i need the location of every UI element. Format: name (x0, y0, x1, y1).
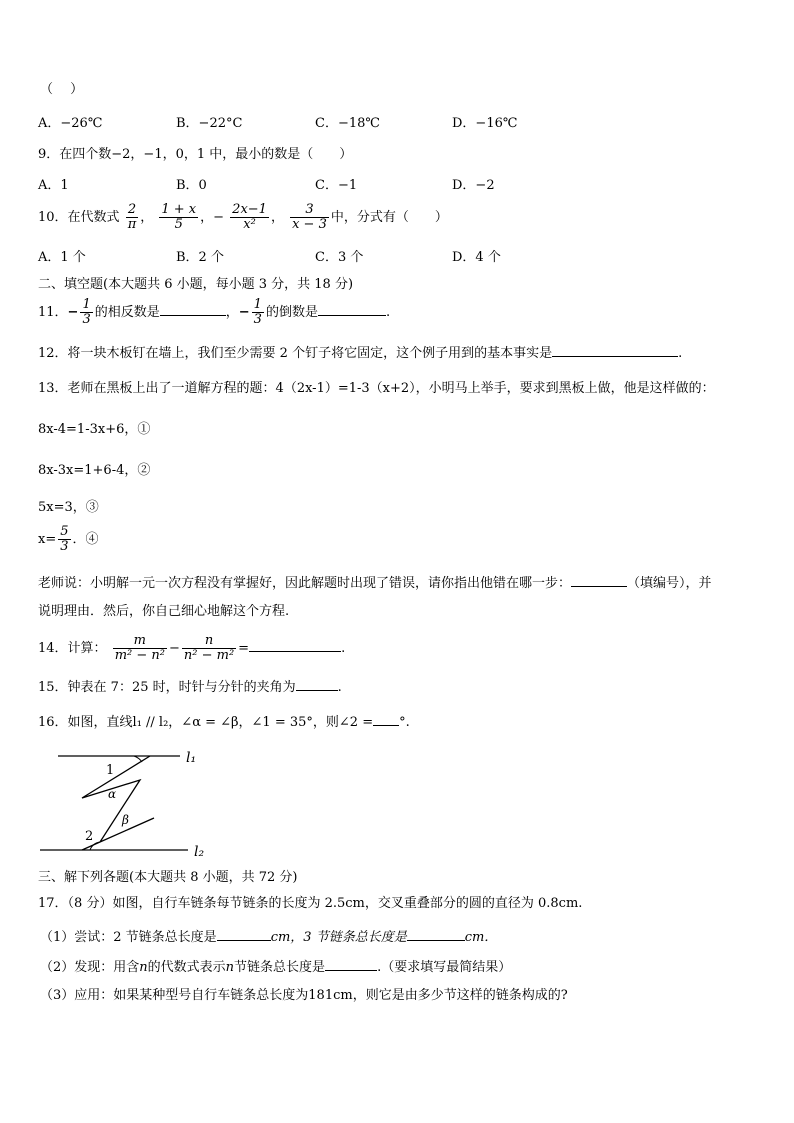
q13-step-4: x= $\frac{5}{3}$ ．④ (38, 524, 99, 554)
q13-blank[interactable] (571, 574, 627, 587)
q16: 16．如图，直线l₁ // l₂，∠α = ∠β，∠1 = 35°，则∠2 = °. (38, 715, 410, 730)
q15: 15．钟表在 7：25 时，时针与分针的夹角为 . (38, 680, 342, 695)
q12: 12．将一块木板钉在墙上，我们至少需要 2 个钉子将它固定，这个例子用到的基本事实是 . (38, 346, 683, 361)
label-angle-1: 1 (106, 763, 115, 778)
q9-option-c: C．−1 (315, 178, 358, 193)
q13-stem: 13．老师在黑板上出了一道解方程的题：4（2x-1）=1-3（x+2），小明马上举手，要求到黑板上做，他是这样做的： (38, 381, 715, 396)
section-2-heading: 二、填空题(本大题共 6 小题，每小题 3 分，共 18 分) (38, 277, 354, 292)
q17-part-3: （3）应用：如果某种型号自行车链条总长度为181cm，则它是由多少节这样的链条构成的? (40, 988, 568, 1003)
q8-option-a: A．−26℃ (38, 116, 103, 131)
q14: 14．计算： $\frac{m}{\text{m² − n²}}$ − $\frac{n}{\text{n² − m²}}$ = . (38, 633, 346, 663)
q9-option-b: B．0 (176, 178, 207, 193)
q10-fraction-4: $\frac{3}{x - 3}$ (292, 202, 327, 232)
q8-option-b: B．−22°C (176, 116, 243, 131)
angle-1-arc (134, 756, 142, 762)
q11-fraction-b: $\frac{1}{3}$ (253, 297, 262, 327)
q17-blank-1[interactable] (217, 928, 271, 941)
q11-blank-1[interactable] (160, 303, 226, 316)
q9-stem: 9．在四个数−2，−1，0，1 中，最小的数是（ ） (38, 147, 353, 162)
q11-fraction-a: $\frac{1}{3}$ (82, 297, 91, 327)
section-3-heading: 三、解下列各题(本大题共 8 小题，共 72 分) (38, 870, 298, 885)
q17-blank-3[interactable] (325, 958, 377, 971)
label-alpha: α (108, 787, 117, 801)
q17-blank-2[interactable] (407, 928, 465, 941)
q10-option-c: C．3 个 (315, 250, 364, 265)
q17-stem: 17．（8 分）如图，自行车链条每节链条的长度为 2.5cm，交叉重叠部分的圆的直径为 0.8cm. (38, 896, 583, 911)
q13-step-1: 8x-4=1-3x+6，① (38, 422, 151, 437)
parallel-lines-figure (30, 742, 230, 872)
q14-fraction-1: $\frac{m}{\text{m² − n²}}$ (114, 633, 165, 663)
q10-option-a: A．1 个 (38, 250, 86, 265)
q10-stem: 10．在代数式 $\frac{2}{\pi}$ ， $\frac{1 + x}{5}$ ，− $\frac{2x-1}{\text{x²}}$ ， $\frac{3}{x - 3}$ 中，分式有（ ） (38, 202, 448, 232)
q13-step-3: 5x=3，③ (38, 500, 99, 515)
q10-option-d: D．4 个 (452, 250, 501, 265)
q10-fraction-2: $\frac{1 + x}{5}$ (161, 202, 197, 232)
q13-step-2: 8x-3x=1+6-4，② (38, 463, 151, 478)
q10-prefix: 10．在代数式 (38, 210, 120, 225)
label-l1: l₁ (186, 750, 197, 766)
q9-option-a: A．1 (38, 178, 69, 193)
q17-part-2: （2）发现：用含n的代数式表示n节链条总长度是 .（要求填写最简结果） (40, 960, 512, 975)
q9-option-d: D．−2 (452, 178, 495, 193)
q10-suffix: 中，分式有（ ） (330, 210, 448, 225)
q11: 11．− $\frac{1}{3}$ 的相反数是 ，− $\frac{1}{3}$ 的倒数是 . (38, 297, 391, 327)
q14-blank[interactable] (249, 639, 341, 652)
q8-option-c: C．−18℃ (315, 116, 380, 131)
q13-comment-1: 老师说：小明解一元一次方程没有掌握好，因此解题时出现了错误，请你指出他错在哪一步： （填编号），并 (38, 576, 712, 591)
q14-fraction-2: $\frac{n}{\text{n² − m²}}$ (183, 633, 235, 663)
q10-fraction-1: $\frac{2}{\pi}$ (127, 202, 137, 232)
q10-fraction-3: $\frac{2x-1}{\text{x²}}$ (232, 202, 267, 232)
label-angle-2: 2 (85, 829, 94, 844)
label-beta: β (122, 813, 129, 827)
q8-tail: （ ） (40, 82, 84, 97)
label-l2: l₂ (194, 844, 205, 860)
q15-blank[interactable] (296, 678, 338, 691)
q16-blank[interactable] (373, 713, 399, 726)
q10-option-b: B．2 个 (176, 250, 224, 265)
q11-blank-2[interactable] (318, 303, 386, 316)
q8-option-d: D．−16℃ (452, 116, 518, 131)
q17-part-1: （1）尝试：2 节链条总长度是 cm，3 节链条总长度是 cm． (40, 930, 498, 945)
q12-blank[interactable] (552, 344, 678, 357)
q13-comment-2: 说明理由．然后，你自己细心地解这个方程. (38, 604, 290, 619)
